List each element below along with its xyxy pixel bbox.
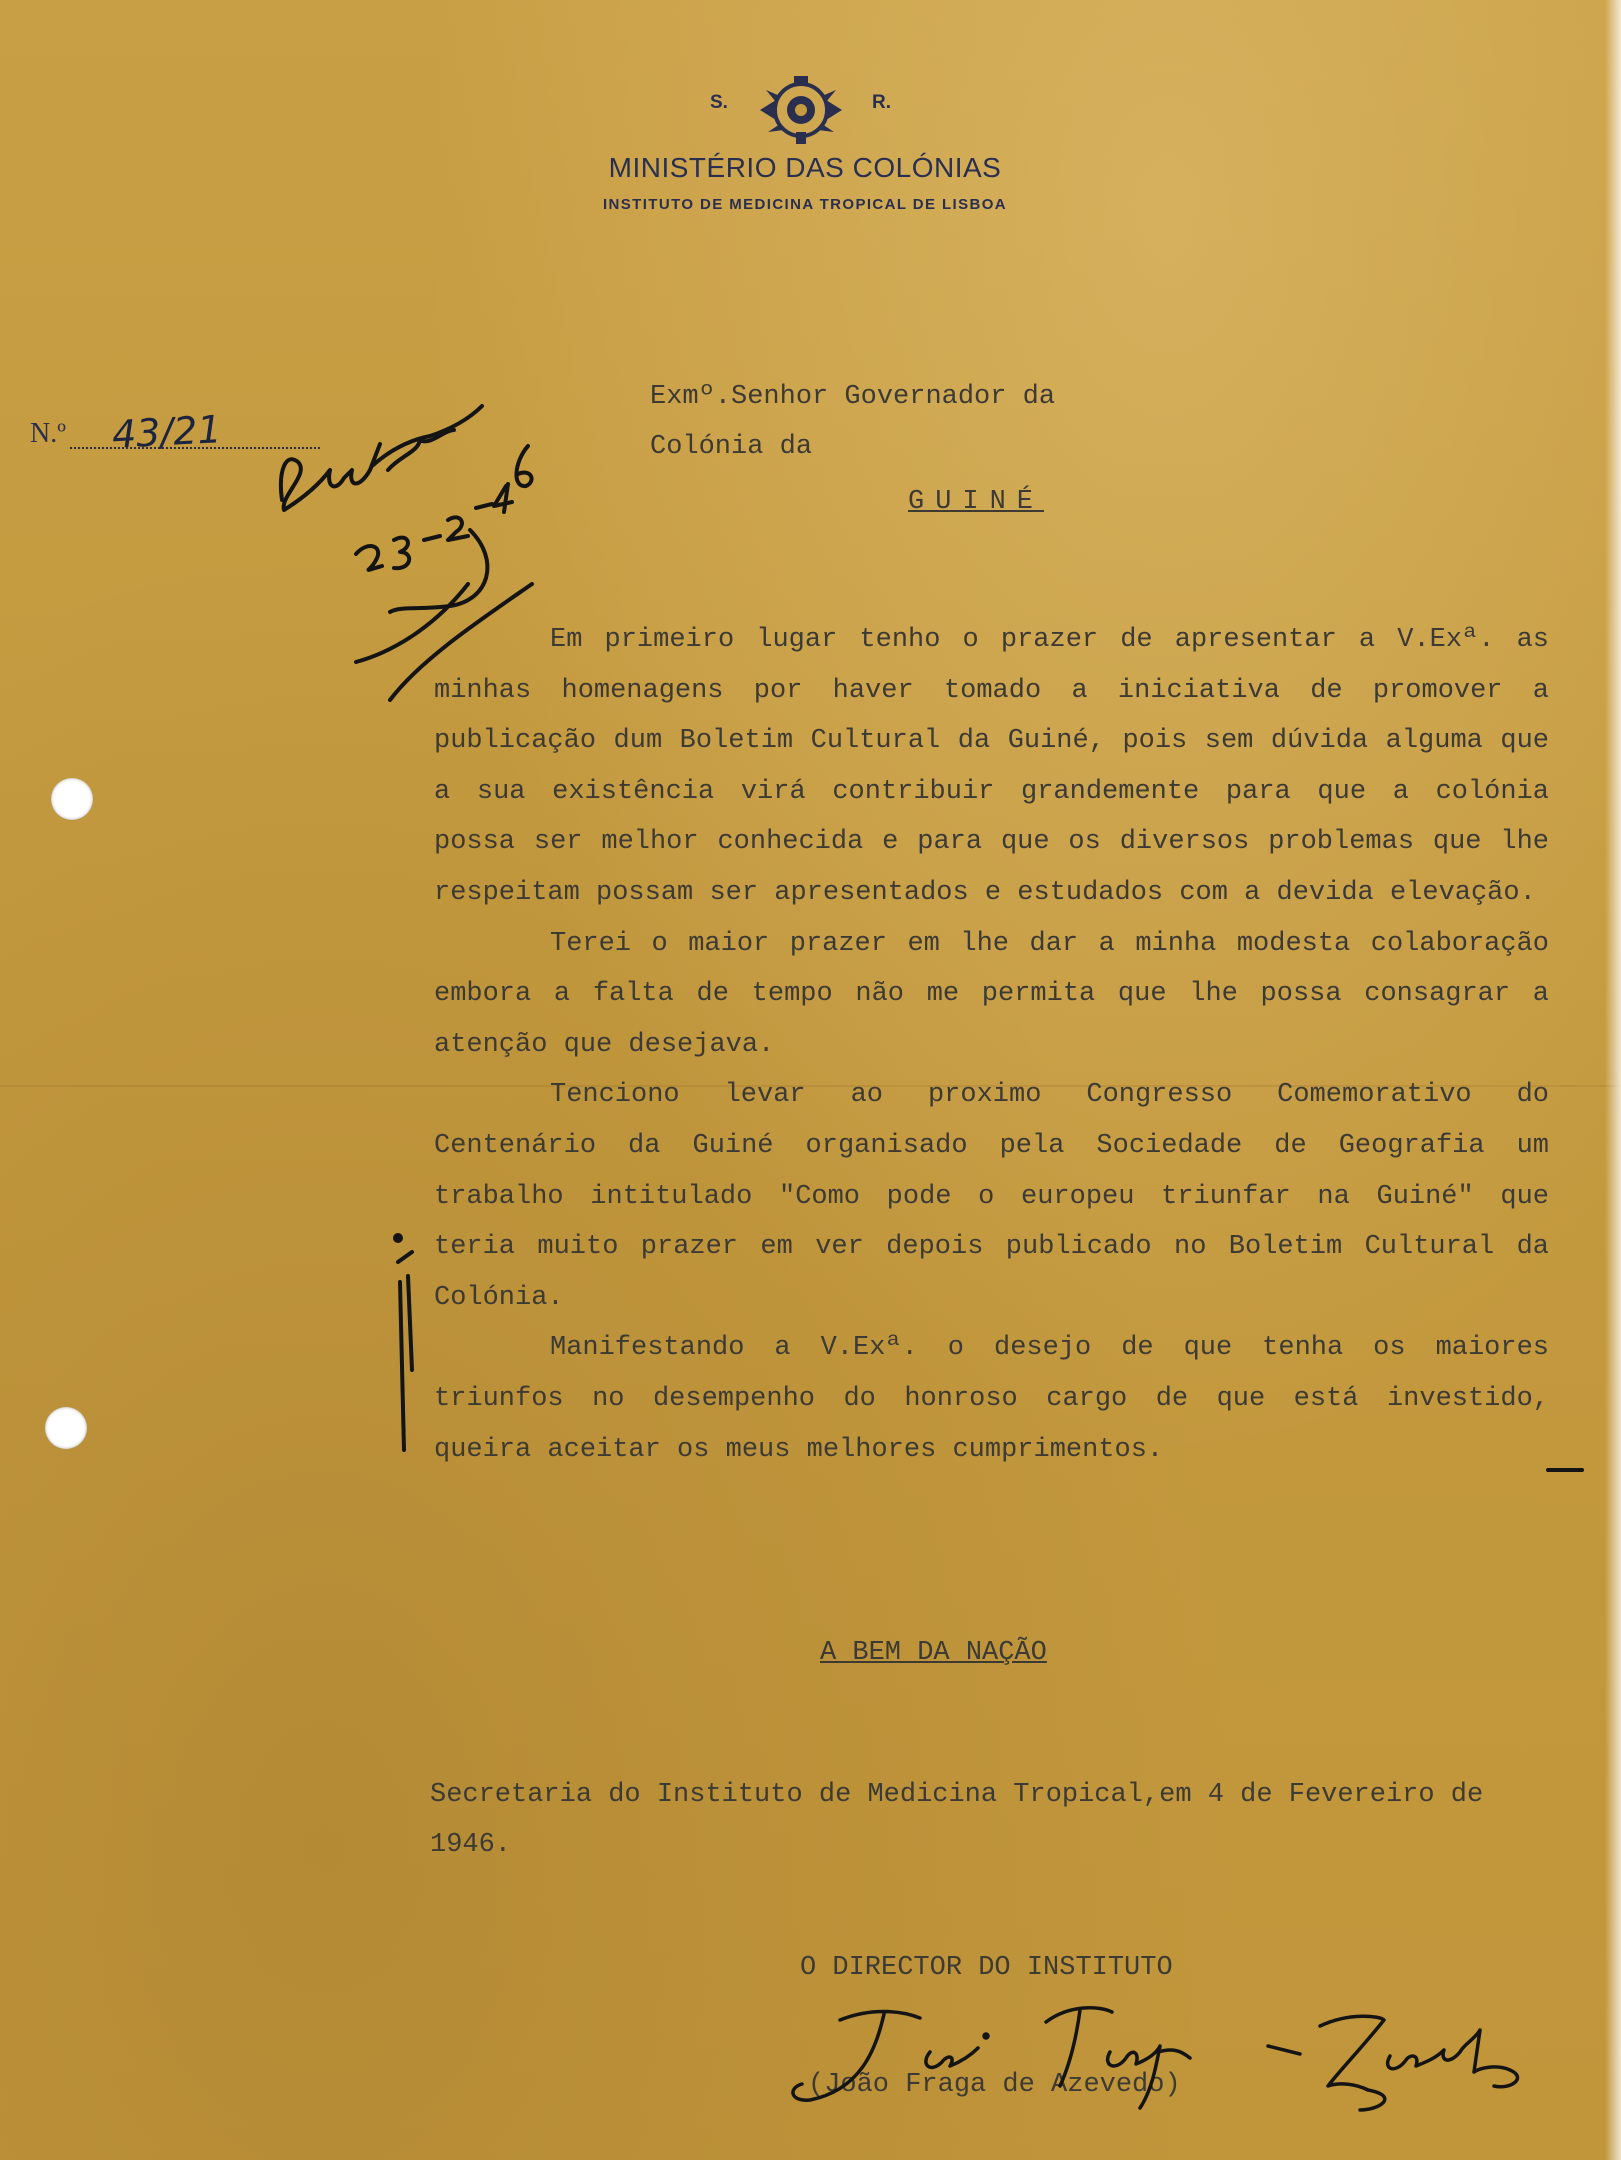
addressee-line-1: Exmº.Senhor Governador da	[650, 382, 1056, 412]
paragraph-2: Terei o maior prazer em lhe dar a minha modesta colaboração embora a falta de tempo não me permita que lhe possa consagrar a atenção que desejava.	[434, 928, 1549, 1060]
dateline: Secretaria do Instituto de Medicina Tropical,em 4 de Fevereiro de 1946.	[430, 1780, 1484, 1860]
r-mark: R.	[872, 92, 891, 113]
reference-number-label: N.º	[30, 418, 66, 449]
ministry-title: MINISTÉRIO DAS COLÓNIAS	[608, 152, 1002, 183]
s-mark: S.	[710, 92, 728, 113]
typed-signatory-name: (João Fraga de Azevedo)	[808, 2070, 1181, 2100]
paragraph-3: Tenciono levar ao proximo Congresso Comemorativo do Centenário da Guiné organisado pela Sociedade de Geografia um trabalho intitulado "Como pode o europeu triunfar na Guiné" que teria muito prazer em ver depois publicado no Boletim Cultural da Colónia.	[434, 1080, 1549, 1313]
paragraph-1: Em primeiro lugar tenho o prazer de apresentar a V.Exª. as minhas homenagens por haver tomado a iniciativa de promover a publicação dum Boletim Cultural da Guiné, pois sem dúvida alguma que a sua existência virá contribuir grandemente para que a colónia possa ser melhor conhecida e para que os diversos problemas que lhe respeitam possam ser apresentados e estudados com a devida elevação.	[434, 625, 1549, 908]
reference-number-value: 43/21	[110, 407, 223, 457]
closing-motto: A BEM DA NAÇÃO	[820, 1638, 1047, 1668]
director-title: O DIRECTOR DO INSTITUTO	[800, 1953, 1173, 1983]
paragraph-4: Manifestando a V.Exª. o desejo de que tenha os maiores triunfos no desempenho do honroso cargo de que está investido, queira aceitar os meus melhores cumprimentos.	[434, 1333, 1549, 1465]
colony-name: GUINÉ	[908, 487, 1045, 517]
handwritten-signature	[780, 1990, 1540, 2120]
institute-name: INSTITUTO DE MEDICINA TROPICAL DE LISBOA	[602, 196, 1008, 213]
addressee-line-2: Colónia da	[650, 432, 813, 462]
